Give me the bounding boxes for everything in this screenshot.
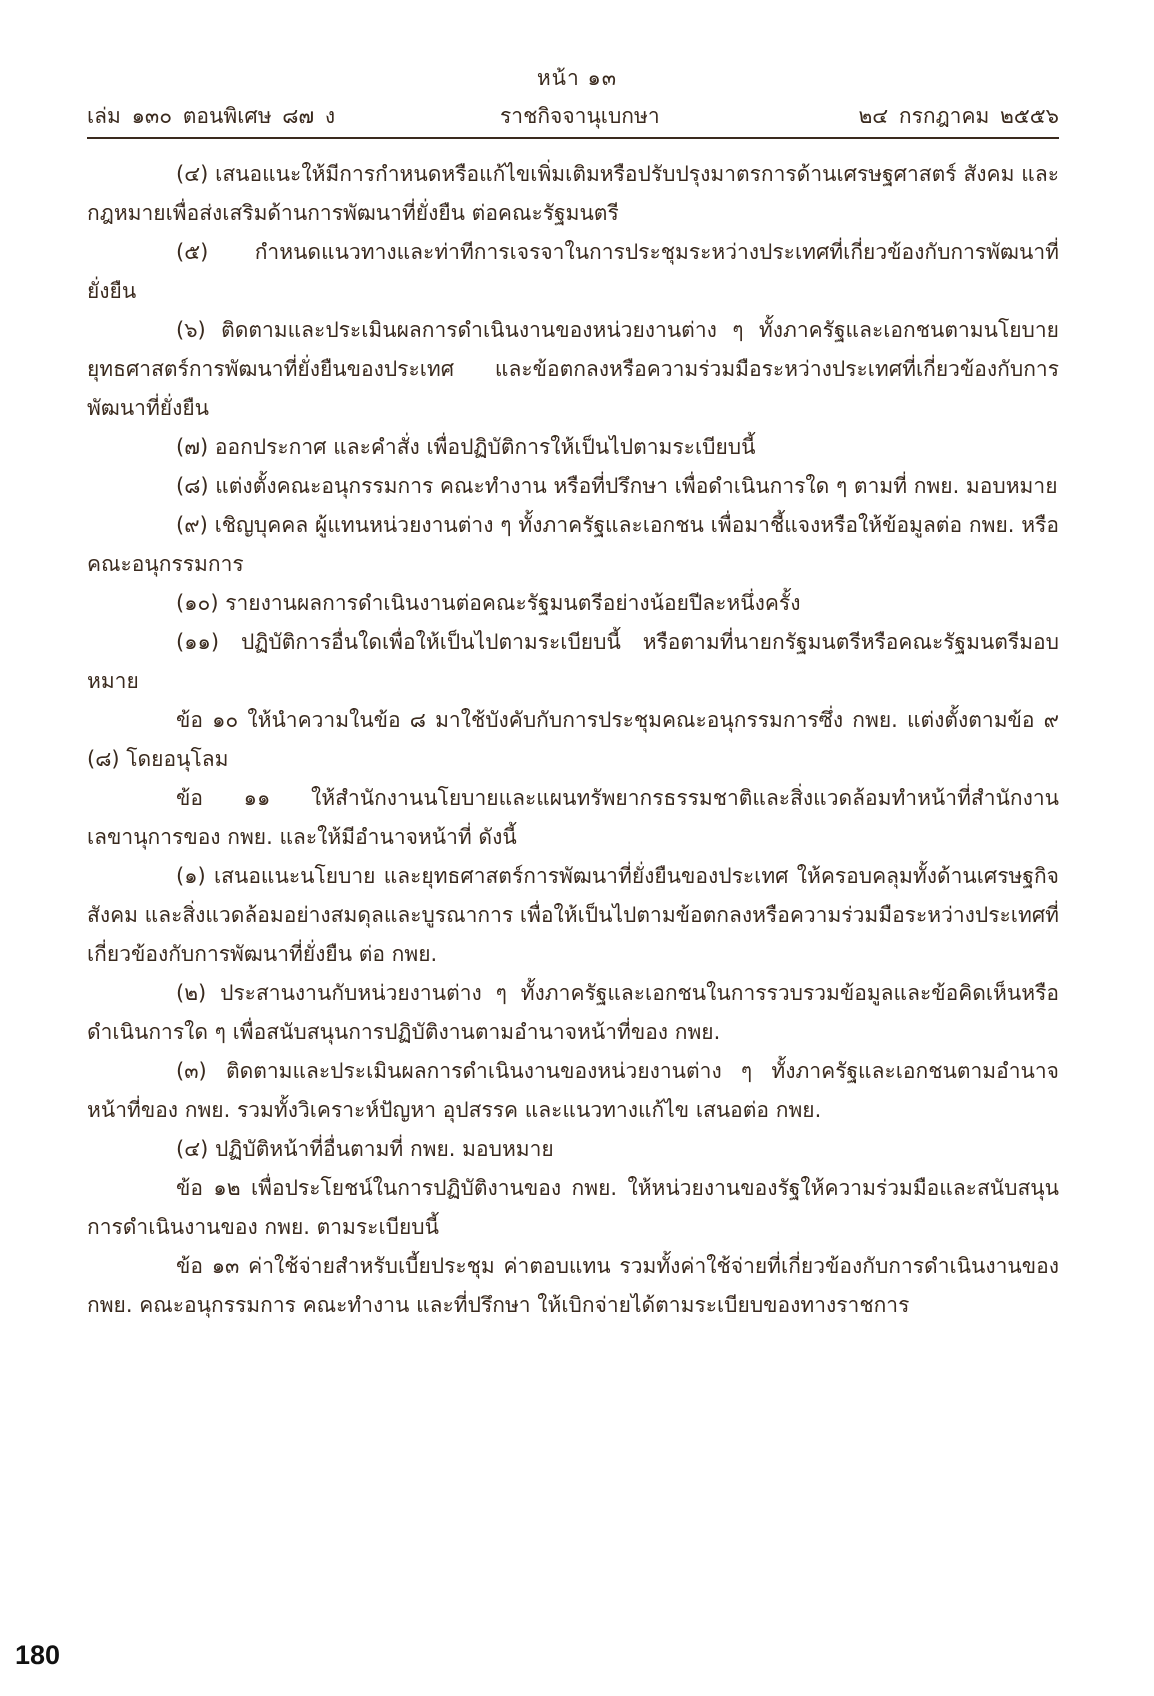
- footer-page-number: 180: [15, 1640, 61, 1670]
- paragraph: ข้อ ๑๐ ให้นำความในข้อ ๘ มาใช้บังคับกับการประชุมคณะอนุกรรมการซึ่ง กพย. แต่งตั้งตามข้อ ๙ (๘) โดยอนุโลม: [87, 708, 1059, 771]
- document-body: [87, 155, 1059, 1325]
- paragraph: ข้อ ๑๓ ค่าใช้จ่ายสำหรับเบี้ยประชุม ค่าตอบแทน รวมทั้งค่าใช้จ่ายที่เกี่ยวข้องกับการดำเนินงานของ กพย. คณะอนุกรรมการ คณะทำงาน และที่ปรึกษา ให้เบิกจ่ายได้ตามระเบียบของทางราชการ: [87, 1254, 1059, 1317]
- paragraph: (๕) กำหนดแนวทางและท่าทีการเจรจาในการประชุมระหว่างประเทศที่เกี่ยวข้องกับการพัฒนาที่ยั่งยืน: [87, 240, 1059, 303]
- paragraph: (๓) ติดตามและประเมินผลการดำเนินงานของหน่วยงานต่าง ๆ ทั้งภาครัฐและเอกชนตามอำนาจหน้าที่ของ กพย. รวมทั้งวิเคราะห์ปัญหา อุปสรรค และแนวทางแก้ไข เสนอต่อ กพย.: [87, 1059, 1059, 1122]
- paragraph: (๖) ติดตามและประเมินผลการดำเนินงานของหน่วยงานต่าง ๆ ทั้งภาครัฐและเอกชนตามนโยบายยุทธศาสตร์การพัฒนาที่ยั่งยืนของประเทศ และข้อตกลงหรือความร่วมมือระหว่างประเทศที่เกี่ยวข้องกับการพัฒนาที่ยั่งยืน: [87, 318, 1059, 420]
- paragraph: ข้อ ๑๑ ให้สำนักงานนโยบายและแผนทรัพยากรธรรมชาติและสิ่งแวดล้อมทำหน้าที่สำนักงานเลขานุการของ กพย. และให้มีอำนาจหน้าที่ ดังนี้: [87, 786, 1059, 849]
- paragraph: (๗) ออกประกาศ และคำสั่ง เพื่อปฏิบัติการให้เป็นไปตามระเบียบนี้: [176, 435, 756, 459]
- paragraph: (๒) ประสานงานกับหน่วยงานต่าง ๆ ทั้งภาครัฐและเอกชนในการรวบรวมข้อมูลและข้อคิดเห็นหรือดำเนินการใด ๆ เพื่อสนับสนุนการปฏิบัติงานตามอำนาจหน้าที่ของ กพย.: [87, 981, 1059, 1044]
- paragraph: (๑๐) รายงานผลการดำเนินงานต่อคณะรัฐมนตรีอย่างน้อยปีละหนึ่งครั้ง: [176, 591, 801, 615]
- gazette-header: [87, 100, 1059, 134]
- paragraph: (๙) เชิญบุคคล ผู้แทนหน่วยงานต่าง ๆ ทั้งภาครัฐและเอกชน เพื่อมาชี้แจงหรือให้ข้อมูลต่อ กพย. หรือคณะอนุกรรมการ: [87, 513, 1059, 576]
- publication-date: ๒๔ กรกฎาคม ๒๕๕๖: [858, 104, 1059, 128]
- paragraph: ข้อ ๑๒ เพื่อประโยชน์ในการปฏิบัติงานของ กพย. ให้หน่วยงานของรัฐให้ความร่วมมือและสนับสนุนการดำเนินงานของ กพย. ตามระเบียบนี้: [87, 1176, 1059, 1239]
- paragraph: (๔) ปฏิบัติหน้าที่อื่นตามที่ กพย. มอบหมาย: [176, 1137, 554, 1161]
- gazette-page-number: หน้า ๑๓: [536, 66, 618, 90]
- paragraph: (๑) เสนอแนะนโยบาย และยุทธศาสตร์การพัฒนาที่ยั่งยืนของประเทศ ให้ครอบคลุมทั้งด้านเศรษฐกิจ สังคม และสิ่งแวดล้อมอย่างสมดุลและบูรณาการ เพื่อให้เป็นไปตามข้อตกลงหรือความร่วมมือระหว่างประเทศที่เกี่ยวข้องกับการพัฒนาที่ยั่งยืน ต่อ กพย.: [87, 864, 1059, 966]
- paragraph: (๘) แต่งตั้งคณะอนุกรรมการ คณะทำงาน หรือที่ปรึกษา เพื่อดำเนินการใด ๆ ตามที่ กพย. มอบหมาย: [176, 474, 1058, 498]
- header-rule: [87, 137, 1059, 139]
- publication-title: ราชกิจจานุเบกษา: [500, 104, 660, 128]
- volume-issue: เล่ม ๑๓๐ ตอนพิเศษ ๘๗ ง: [87, 104, 336, 128]
- paragraph: (๑๑) ปฏิบัติการอื่นใดเพื่อให้เป็นไปตามระเบียบนี้ หรือตามที่นายกรัฐมนตรีหรือคณะรัฐมนตรีมอบหมาย: [87, 630, 1059, 693]
- paragraph: (๔) เสนอแนะให้มีการกำหนดหรือแก้ไขเพิ่มเติมหรือปรับปรุงมาตรการด้านเศรษฐศาสตร์ สังคม และกฎหมายเพื่อส่งเสริมด้านการพัฒนาที่ยั่งยืน ต่อคณะรัฐมนตรี: [87, 162, 1059, 225]
